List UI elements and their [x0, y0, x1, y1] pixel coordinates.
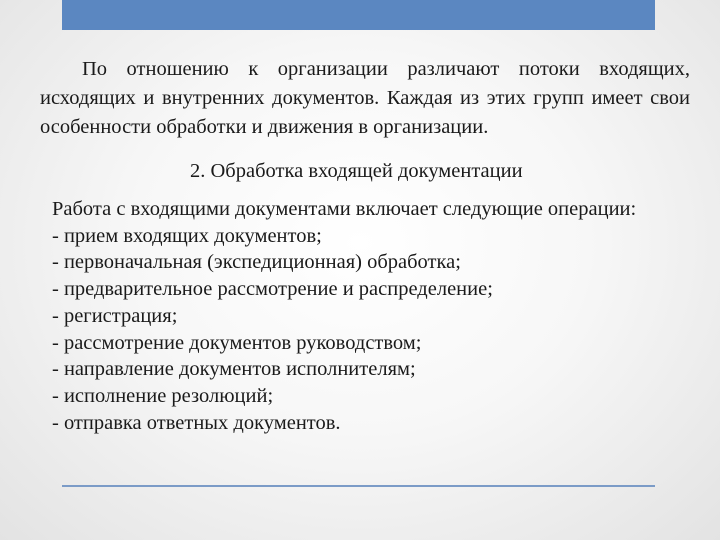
intro-paragraph: По отношению к организации различают потоки входящих, исходящих и внутренних документов. Каждая из этих групп имеет свои особенности обработки и движения в организации. — [40, 58, 690, 138]
operations-lead: Работа с входящими документами включает следующие операции: — [52, 198, 637, 220]
operations-block — [52, 196, 672, 436]
section-heading: 2. Обработка входящей документации — [190, 160, 523, 182]
operation-item: - предварительное рассмотрение и распределение; — [52, 278, 493, 301]
operation-item: - исполнение резолюций; — [52, 384, 274, 407]
bottom-divider — [62, 485, 655, 487]
operation-item: - прием входящих документов; — [52, 224, 322, 247]
operation-item: - рассмотрение документов руководством; — [52, 331, 422, 354]
operations-list — [52, 223, 672, 437]
operation-item: - отправка ответных документов. — [52, 411, 341, 434]
operation-item: - направление документов исполнителям; — [52, 358, 416, 381]
operation-item: - первоначальная (экспедиционная) обработка; — [52, 251, 461, 274]
top-accent-bar — [62, 0, 655, 30]
operation-item: - регистрация; — [52, 304, 178, 327]
